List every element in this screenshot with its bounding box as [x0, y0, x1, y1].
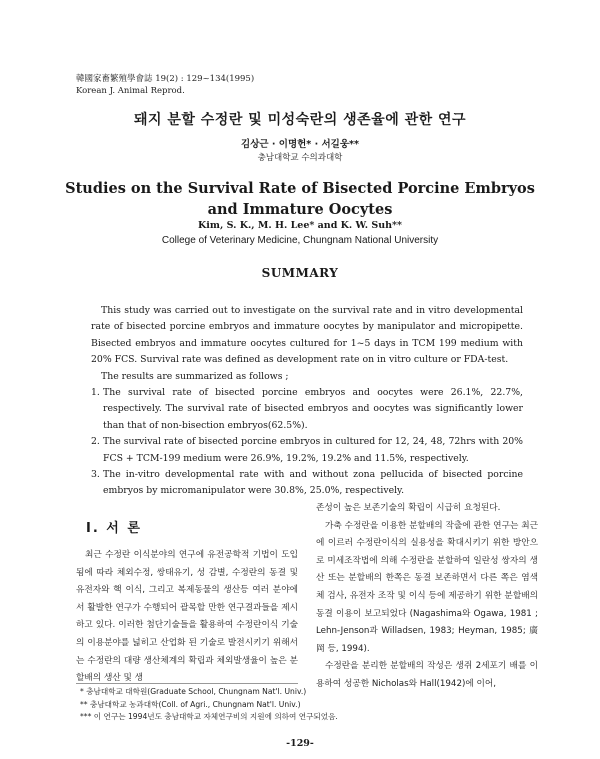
- introduction-paragraph: 최근 수정란 이식분야의 연구에 유전공학적 기법이 도입됨에 따라 체외수정, 쌍태유기, 성 감별, 수정란의 동결 및 유전자와 핵 이식, 그리고 복제동물의 생산등 여러 분야에서 활발한 연구가 수행되어 괄목할 만한 연구결과들을 제시하고 있다. 이러한 첨단기술들을 활용하여 수정란이식 기술의 이용분야를 넓히고 산업화 된 기술로 발전시키기 위해서는 수정란의 대량 생산체계의 확립과 체외발생율이 높은 분할배의 생산 및 생: [76, 550, 298, 684]
- result-number: 1.: [91, 387, 100, 399]
- journal-citation: [76, 73, 254, 97]
- result-text: The in-vitro developmental rate with and without zona pellucida of bisected porcine embryos by micromanipulator were 30.8%, 25.0%, respectively.: [103, 469, 523, 497]
- summary-heading: SUMMARY: [261, 266, 339, 280]
- left-column: [76, 547, 298, 688]
- result-number: 3.: [91, 469, 100, 481]
- affiliation-english: College of Veterinary Medicine, Chungnam National University: [161, 235, 439, 246]
- affiliation-korean: 충남대학교 수의과대학: [257, 153, 343, 163]
- summary-results-intro: The results are summarized as follows ;: [101, 370, 289, 382]
- authors-english: Kim, S. K., M. H. Lee* and K. W. Suh**: [198, 220, 402, 231]
- title-english: [0, 178, 600, 220]
- authors-korean: 김상근 · 이명헌* · 서길웅**: [241, 139, 359, 150]
- footnotes: [80, 686, 460, 724]
- page-number: -129-: [286, 738, 314, 749]
- footnote: ** 충남대학교 농과대학(Coll. of Agri., Chungnam Nat'l. Univ.): [80, 699, 301, 709]
- footnote: * 충남대학교 대학원(Graduate School, Chungnam Nat'l. Univ.): [80, 687, 307, 696]
- section-heading-introduction: I. 서 론: [86, 521, 142, 536]
- introduction-paragraph: 수정란을 분리한 분할배의 작성은 생쥐 2세포기 배를 이용하여 성공한 Nicholas와 Hall(1942)에 이어,: [316, 661, 538, 689]
- result-number: 2.: [91, 436, 100, 448]
- result-item: [91, 434, 523, 467]
- journal-name-en: Korean J. Animal Reprod.: [76, 86, 185, 96]
- title-korean: 돼지 분할 수정란 및 미성숙란의 생존율에 관한 연구: [133, 112, 467, 128]
- introduction-continuation: 존성이 높은 보존기술의 확립이 시급히 요청된다.: [316, 503, 501, 513]
- result-item: [91, 467, 523, 500]
- result-text: The survival rate of bisected porcine embryos in cultured for 12, 24, 48, 72hrs with 20% FCS + TCM-199 medium were 26.9%, 19.2%, 19.2% and 11.5%, respectively.: [103, 436, 523, 464]
- result-text: The survival rate of bisected porcine embryos and oocytes were 26.1%, 22.7%, respectively. The survival rate of bisected embryos and oocytes was significantly lower than that of non-bisection embryos(62.5%).: [103, 387, 523, 431]
- summary-body: [91, 303, 523, 500]
- footnote: *** 이 연구는 1994년도 충남대학교 자체연구비의 지원에 의하여 연구되었음.: [80, 712, 338, 722]
- journal-name-ko: 韓國家畜繁殖學會誌 19(2) : 129~134(1995): [76, 74, 255, 84]
- footnote-divider: [76, 683, 298, 684]
- summary-paragraph: This study was carried out to investigate on the survival rate and in vitro developmental rate of bisected porcine embryos and immature oocytes by manipulator and micropipette. Bisected embryos and immature oocytes cultured for 1~5 days in TCM 199 medium with 20% FCS. Survival rate was defined as development rate on in vitro culture or FDA-test.: [91, 305, 523, 366]
- result-item: [91, 385, 523, 434]
- title-english-line2: and Immature Oocytes: [207, 201, 393, 218]
- right-column: [316, 500, 538, 694]
- results-list: [91, 385, 523, 500]
- title-english-line1: Studies on the Survival Rate of Bisected Porcine Embryos: [65, 180, 535, 197]
- introduction-paragraph: 가축 수정란을 이용한 분할배의 작출에 관한 연구는 최근에 이르러 수정란이식의 실용성을 확대시키기 위한 방안으로 미세조작법에 의해 수정란을 분할하여 일란성 쌍자의 생산 또는 분할배의 한쪽은 동결 보존하면서 다른 쪽은 염색체 검사, 유전자 조작 및 이식 등에 제공하기 위한 분할배의 동결 이용이 보고되었다 (Nagashima와 Ogawa, 1981 ; Lehn-Jenson과 Willadsen, 1983; Heyman, 1985; 廣岡 등, 1994).: [316, 520, 538, 654]
